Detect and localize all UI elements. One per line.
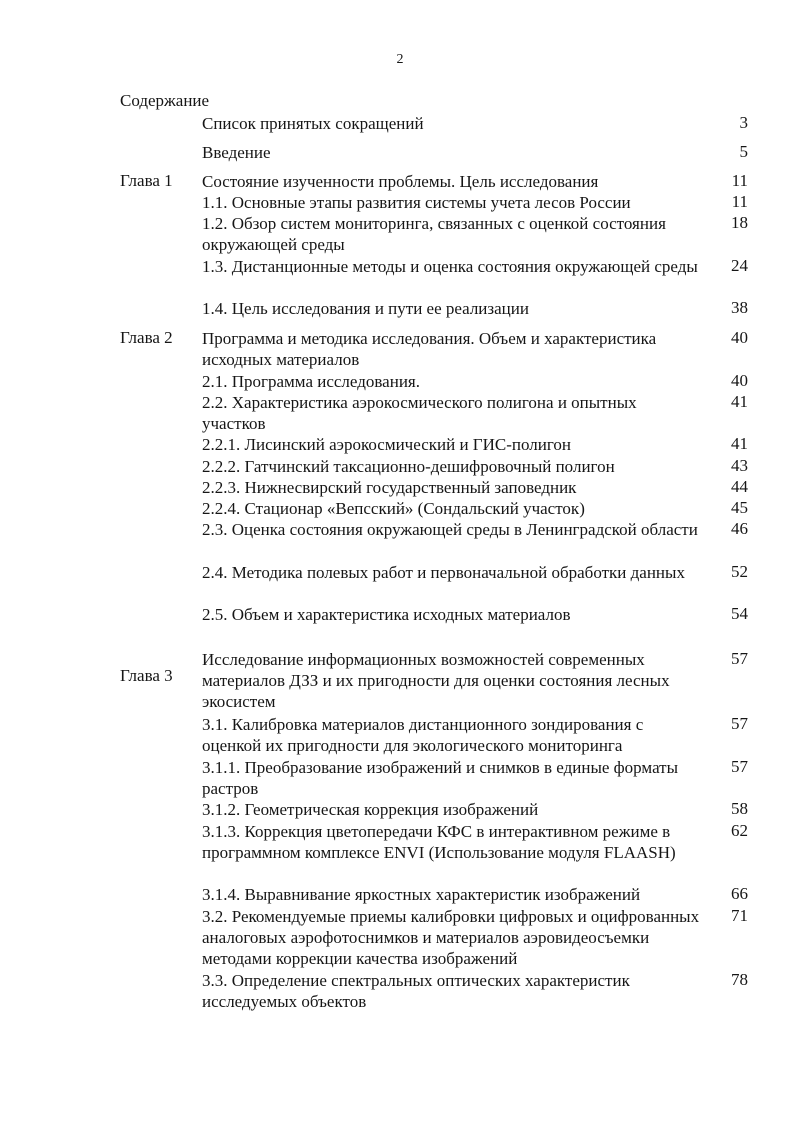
toc-page: 11: [731, 171, 748, 190]
toc-title: 3.1.4. Выравнивание яркостных характеристик изображений: [202, 885, 641, 904]
toc-title: 2.2.3. Нижнесвирский государственный заповедник: [202, 478, 577, 497]
toc-title: 2.4. Методика полевых работ и первоначальной обработки данных: [202, 563, 685, 582]
toc-title: 1.2. Обзор систем мониторинга, связанных с оценкой состояния окружающей среды: [202, 214, 666, 254]
toc-page: 52: [731, 562, 748, 581]
toc-title: 2.2.2. Гатчинский таксационно-дешифровочный полигон: [202, 457, 615, 476]
toc-title: Список принятых сокращений: [202, 114, 424, 133]
toc-chapter-label: Глава 3: [120, 666, 173, 685]
toc-title: 1.4. Цель исследования и пути ее реализации: [202, 299, 529, 318]
toc-page: 18: [731, 213, 748, 232]
toc-title: 2.1. Программа исследования.: [202, 372, 420, 391]
toc-page: 41: [731, 434, 748, 453]
toc-page: 57: [731, 649, 748, 668]
toc-page: 57: [731, 757, 748, 776]
toc-title: Состояние изученности проблемы. Цель исследования: [202, 172, 599, 191]
toc-title: 2.2.1. Лисинский аэрокосмический и ГИС-полигон: [202, 435, 572, 454]
toc-title: 3.1.2. Геометрическая коррекция изображений: [202, 800, 539, 819]
toc-title: 3.1. Калибровка материалов дистанционного зондирования с оценкой их пригодности для экологического мониторинга: [202, 715, 644, 755]
toc-page: 41: [731, 392, 748, 411]
toc-page: 46: [731, 519, 748, 538]
toc-title: 2.5. Объем и характеристика исходных материалов: [202, 605, 571, 624]
toc-page: 24: [731, 256, 748, 275]
toc-title: Программа и методика исследования. Объем и характеристика исходных материалов: [202, 329, 657, 369]
toc-title: Исследование информационных возможностей современных материалов ДЗЗ и их пригодности для оценки состояния лесных экосистем: [202, 650, 670, 711]
toc-title: 2.3. Оценка состояния окружающей среды в Ленинградской области: [202, 520, 698, 539]
toc-title: 2.2.4. Стационар «Вепсский» (Сондальский участок): [202, 499, 585, 518]
page-number: 2: [396, 52, 404, 67]
toc-page: 71: [731, 906, 748, 925]
toc-title: 3.3. Определение спектральных оптических характеристик исследуемых объектов: [202, 971, 630, 1011]
toc-page: 58: [731, 799, 748, 818]
toc-page: 3: [739, 113, 748, 132]
toc-page: 62: [731, 821, 748, 840]
toc-page: 54: [731, 604, 748, 623]
toc-title: 1.3. Дистанционные методы и оценка состояния окружающей среды: [202, 257, 698, 276]
toc-title: 3.1.1. Преобразование изображений и снимков в единые форматы растров: [202, 758, 679, 798]
toc-page: 43: [731, 456, 748, 475]
contents-heading: Содержание: [120, 91, 210, 110]
toc-page: 11: [731, 192, 748, 211]
toc-title: 3.2. Рекомендуемые приемы калибровки цифровых и оцифрованных аналоговых аэрофотоснимков и материалов аэровидеосъемки методами коррекции качества изображений: [202, 907, 700, 968]
toc-page: 78: [731, 970, 748, 989]
toc-title: 1.1. Основные этапы развития системы учета лесов России: [202, 193, 631, 212]
toc-page: 40: [731, 328, 748, 347]
toc-chapter-label: Глава 2: [120, 328, 173, 347]
toc-page: 44: [731, 477, 748, 496]
toc-page: 5: [739, 142, 748, 161]
toc-page: 38: [731, 298, 748, 317]
toc-page: 40: [731, 371, 748, 390]
toc-title: 3.1.3. Коррекция цветопередачи КФС в интерактивном режиме в программном комплексе ENVI (Использование модуля FLAASH): [202, 822, 676, 862]
toc-page: 66: [731, 884, 748, 903]
toc-title: 2.2. Характеристика аэрокосмического полигона и опытных участков: [202, 393, 637, 433]
toc-page: 57: [731, 714, 748, 733]
toc-title: Введение: [202, 143, 271, 162]
toc-chapter-label: Глава 1: [120, 171, 173, 190]
toc-page: 45: [731, 498, 748, 517]
